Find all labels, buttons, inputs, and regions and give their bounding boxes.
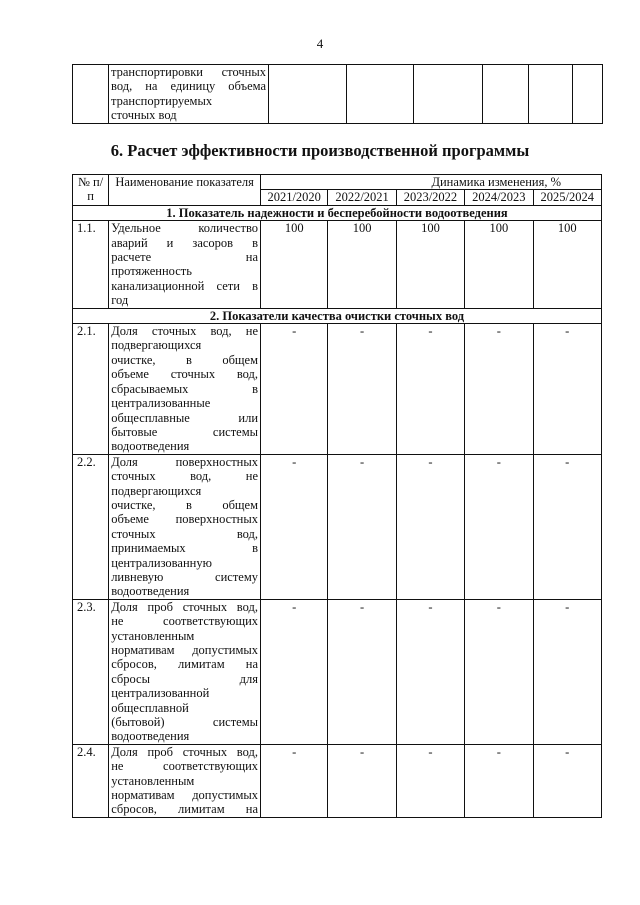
- header-num: № п/п: [73, 175, 109, 206]
- dynamics-value: -: [465, 744, 533, 817]
- indicator-name-line: год: [111, 293, 129, 308]
- section-title: 6. Расчет эффективности производственной программы: [110, 141, 530, 160]
- indicator-name-line: объеме поверхностных: [111, 512, 259, 527]
- fragment-value-cell: [483, 65, 529, 124]
- dynamics-value: 100: [533, 221, 602, 308]
- indicator-name-line: очистке, в общем: [111, 352, 259, 367]
- dynamics-value: -: [328, 599, 396, 744]
- indicator-name-line: Доля проб сточных вод,: [111, 744, 259, 759]
- table-row: [73, 324, 602, 455]
- indicator-name-line: общесплавные или: [111, 410, 259, 425]
- period-header: 2024/2023: [465, 190, 533, 205]
- dynamics-value: -: [261, 599, 328, 744]
- indicator-name-line: бытовые системы: [111, 424, 259, 439]
- indicator-name-line: (бытовой) системы: [111, 715, 259, 730]
- period-header: 2023/2022: [396, 190, 464, 205]
- dynamics-value: -: [396, 454, 464, 599]
- indicator-name-line: сбросов, лимитам на: [111, 802, 259, 817]
- fragment-num-cell: [73, 65, 109, 124]
- indicator-name-line: Доля сточных вод, не: [111, 324, 259, 339]
- dynamics-value: -: [328, 324, 396, 455]
- period-header: 2025/2024: [533, 190, 602, 205]
- row-number: 2.1.: [73, 324, 109, 455]
- fragment-name-cell: [109, 65, 269, 124]
- row-number: 1.1.: [73, 221, 109, 308]
- continued-table-fragment: [72, 64, 603, 124]
- dynamics-value: -: [465, 454, 533, 599]
- indicator-name-line: Доля поверхностных: [111, 454, 259, 469]
- indicator-name-line: централизованные: [111, 396, 211, 411]
- period-header: 2021/2020: [261, 190, 328, 205]
- indicator-name-line: не соответствующих: [111, 614, 259, 629]
- dynamics-value: -: [396, 744, 464, 817]
- table-row: [73, 744, 602, 817]
- dynamics-value: 100: [261, 221, 328, 308]
- dynamics-value: 100: [465, 221, 533, 308]
- table-row: [73, 599, 602, 744]
- period-header: 2022/2021: [328, 190, 396, 205]
- header-dynamics: Динамика изменения, %: [261, 175, 602, 190]
- indicator-name-line: подвергающихся: [111, 483, 202, 498]
- section-heading: 2. Показатели качества очистки сточных вод: [73, 308, 602, 323]
- fragment-value-cell: [347, 65, 414, 124]
- section-heading: 1. Показатель надежности и бесперебойности водоотведения: [73, 205, 602, 220]
- indicator-name-line: сбросы для: [111, 671, 259, 686]
- page-number: 4: [316, 36, 324, 51]
- dynamics-value: -: [465, 324, 533, 455]
- indicator-name: [109, 599, 261, 744]
- indicator-name-line: очистке, в общем: [111, 497, 259, 512]
- indicator-name-line: Доля проб сточных вод,: [111, 599, 259, 614]
- fragment-value-cell: [269, 65, 347, 124]
- dynamics-value: -: [465, 599, 533, 744]
- indicator-name: [109, 221, 261, 308]
- dynamics-value: -: [328, 744, 396, 817]
- indicator-name-line: сточных вод,: [111, 526, 259, 541]
- indicator-name-line: установленным: [111, 773, 195, 788]
- dynamics-value: 100: [396, 221, 464, 308]
- section-row: [73, 308, 602, 323]
- indicator-name-line: протяженность: [111, 264, 192, 279]
- indicator-name-line: объеме сточных вод,: [111, 367, 259, 382]
- table-row: [73, 221, 602, 308]
- indicator-name-line: водоотведения: [111, 729, 190, 744]
- indicator-name-line: Удельное количество: [111, 221, 259, 236]
- indicator-name: [109, 744, 261, 817]
- fragment-value-cell: [529, 65, 573, 124]
- indicator-name-line: общесплавной: [111, 700, 189, 715]
- indicator-name-line: ливневую систему: [111, 569, 259, 584]
- dynamics-value: -: [396, 324, 464, 455]
- indicator-name-line: сточных вод, не: [111, 469, 259, 484]
- indicator-name: [109, 324, 261, 455]
- indicator-name-line: централизованную: [111, 555, 212, 570]
- indicator-name-line: подвергающихся: [111, 338, 202, 353]
- header-name: Наименование показателя: [109, 175, 261, 206]
- dynamics-value: -: [533, 454, 602, 599]
- indicator-name-line: аварий и засоров в: [111, 235, 259, 250]
- fragment-line: сточных вод: [111, 108, 177, 123]
- indicator-name-line: нормативам допустимых: [111, 643, 259, 657]
- indicator-name-line: расчете на: [111, 250, 259, 265]
- fragment-line: транспортируемых: [111, 93, 213, 108]
- table-row: [73, 454, 602, 599]
- dynamics-value: -: [533, 324, 602, 455]
- row-number: 2.2.: [73, 454, 109, 599]
- indicator-name-line: установленным: [111, 628, 195, 643]
- dynamics-value: -: [261, 744, 328, 817]
- efficiency-table: [72, 174, 602, 818]
- fragment-line: транспортировки сточных: [111, 65, 266, 79]
- section-row: [73, 205, 602, 220]
- indicator-name-line: водоотведения: [111, 584, 190, 599]
- row-number: 2.3.: [73, 599, 109, 744]
- indicator-name-line: централизованной: [111, 686, 210, 701]
- indicator-name-line: канализационной сети в: [111, 278, 259, 293]
- dynamics-value: -: [261, 454, 328, 599]
- dynamics-value: -: [261, 324, 328, 455]
- indicator-name-line: сбрасываемых в: [111, 381, 259, 396]
- dynamics-value: 100: [328, 221, 396, 308]
- fragment-value-cell: [414, 65, 483, 124]
- row-number: 2.4.: [73, 744, 109, 817]
- indicator-name-line: водоотведения: [111, 439, 190, 454]
- dynamics-value: -: [533, 744, 602, 817]
- fragment-value-cell: [573, 65, 603, 124]
- dynamics-value: -: [396, 599, 464, 744]
- indicator-name-line: принимаемых в: [111, 541, 259, 556]
- dynamics-value: -: [328, 454, 396, 599]
- indicator-name-line: нормативам допустимых: [111, 788, 259, 803]
- fragment-line: вод, на единицу объема: [111, 79, 266, 94]
- header-row: [73, 175, 602, 190]
- dynamics-value: -: [533, 599, 602, 744]
- indicator-name: [109, 454, 261, 599]
- indicator-name-line: не соответствующих: [111, 759, 259, 774]
- indicator-name-line: сбросов, лимитам на: [111, 657, 259, 672]
